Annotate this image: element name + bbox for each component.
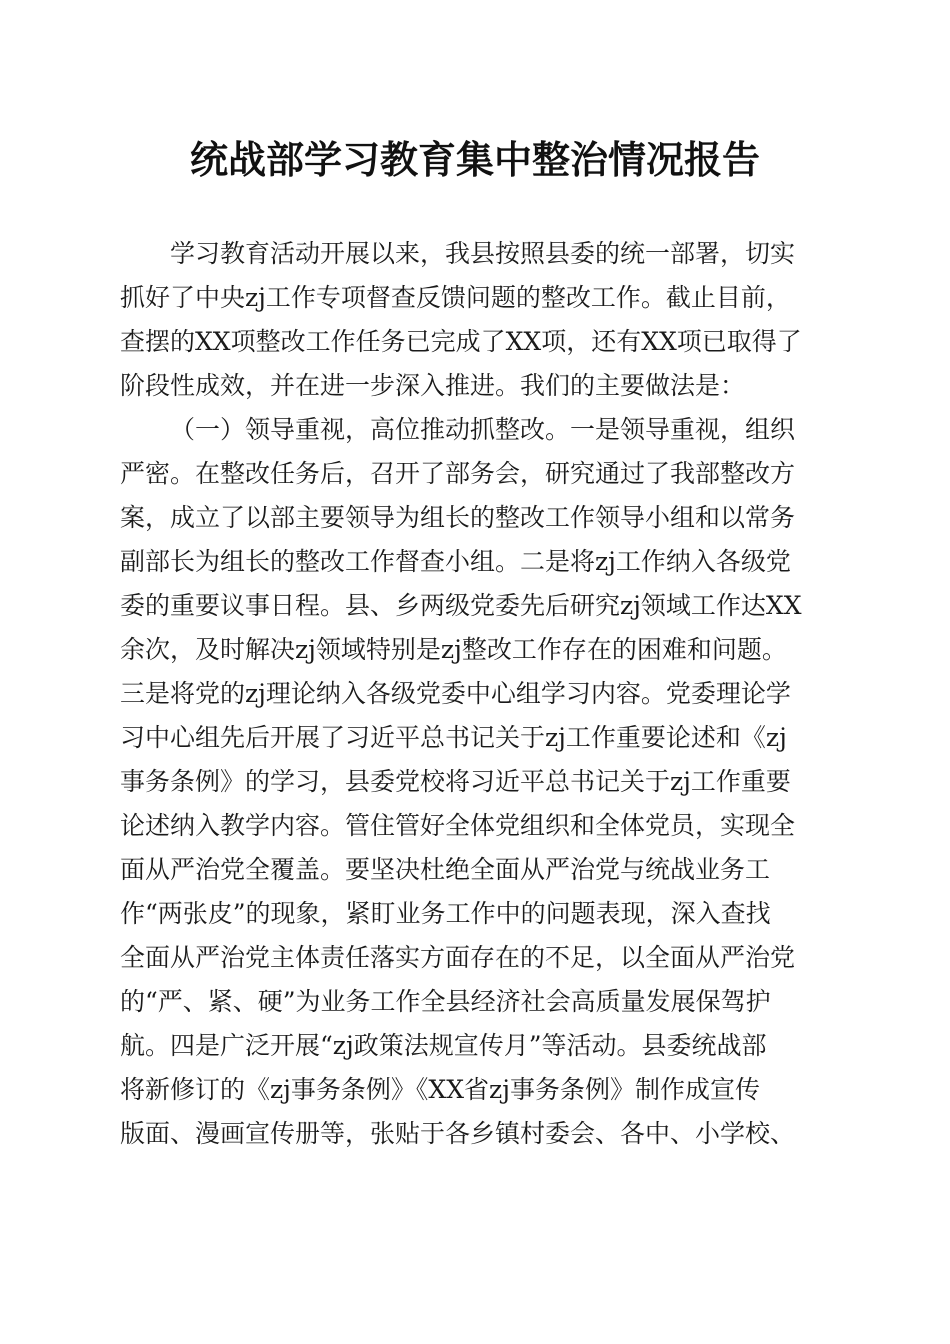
body-line-8: 副部长为组长的整改工作督查小组。二是将zj工作纳入各级党 [120,547,791,576]
body-line-9: 委的重要议事日程。县、乡两级党委先后研究zj领域工作达XX [120,591,802,620]
body-line-7: 案，成立了以部主要领导为组长的整改工作领导小组和以常务 [120,503,796,532]
body-line-17: 全面从严治党主体责任落实方面存在的不足，以全面从严治党 [120,943,796,972]
body-line-11: 三是将党的zj理论纳入各级党委中心组学习内容。党委理论学 [120,679,791,708]
body-line-3: 查摆的XX项整改工作任务已完成了XX项，还有XX项已取得了 [120,327,802,356]
body-line-15: 面从严治党全覆盖。要坚决杜绝全面从严治党与统战业务工 [120,855,771,884]
body-line-19: 航。四是广泛开展“zj政策法规宣传月”等活动。县委统战部 [120,1031,767,1060]
body-line-14: 论述纳入教学内容。管住管好全体党组织和全体党员，实现全 [120,811,796,840]
document-title: 统战部学习教育集中整治情况报告 [189,137,760,182]
body-line-18: 的“严、紧、硬”为业务工作全县经济社会高质量发展保驾护 [120,987,771,1016]
body-line-4: 阶段性成效，并在进一步深入推进。我们的主要做法是： [120,371,746,400]
body-line-1: 学习教育活动开展以来，我县按照县委的统一部署，切实 [170,239,796,268]
body-line-21: 版面、漫画宣传册等，张贴于各乡镇村委会、各中、小学校、 [120,1119,796,1148]
body-line-13: 事务条例》的学习，县委党校将习近平总书记关于zj工作重要 [120,767,791,796]
body-line-12: 习中心组先后开展了习近平总书记关于zj工作重要论述和《zj [120,723,787,752]
body-line-10: 余次，及时解决zj领域特别是zj整改工作存在的困难和问题。 [120,635,787,664]
body-line-16: 作“两张皮”的现象，紧盯业务工作中的问题表现，深入查找 [120,899,771,928]
body-line-5: （一）领导重视，高位推动抓整改。一是领导重视，组织 [170,415,796,444]
body-line-6: 严密。在整改任务后，召开了部务会，研究通过了我部整改方 [120,459,796,488]
body-line-2: 抓好了中央zj工作专项督查反馈问题的整改工作。截止目前， [120,283,791,312]
body-line-20: 将新修订的《zj事务条例》《XX省zj事务条例》制作成宣传 [120,1075,760,1104]
